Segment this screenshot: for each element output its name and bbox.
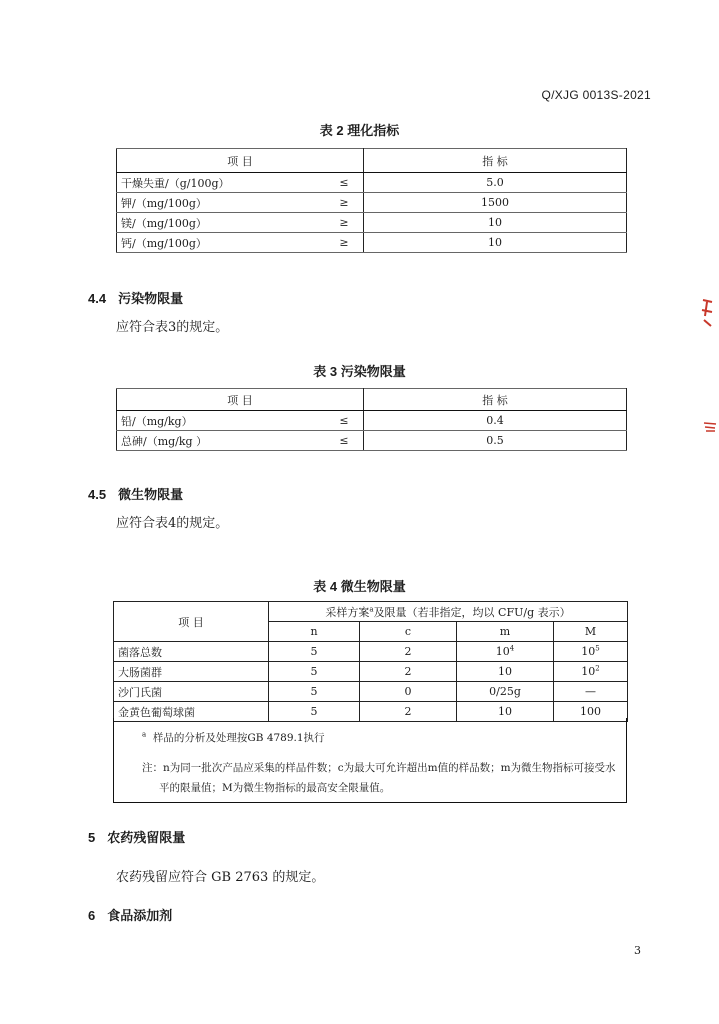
- table-row: [117, 213, 627, 233]
- table3-caption: 表 3 污染物限量: [313, 364, 406, 379]
- section-number: 5: [88, 830, 96, 845]
- row-c: 2: [360, 702, 457, 722]
- row-name: 铅/（mg/kg）: [117, 411, 326, 431]
- row-symbol: ≥: [325, 233, 364, 253]
- row-value: 5.0: [364, 173, 627, 193]
- row-name: 总砷/（mg/kg ）: [117, 431, 326, 451]
- table3: [116, 388, 627, 451]
- section-4-4-heading: [88, 288, 183, 307]
- row-symbol: ≤: [325, 431, 364, 451]
- row-c: 0: [360, 682, 457, 702]
- row-value: 0.4: [364, 411, 627, 431]
- table4-header-plan: [269, 602, 628, 622]
- row-name: 钾/（mg/100g）: [117, 193, 326, 213]
- table-row: [114, 642, 628, 662]
- table4-header-item: 项 目: [114, 602, 269, 642]
- table4-caption: 表 4 微生物限量: [313, 579, 406, 594]
- seal-fragment: [700, 296, 714, 330]
- section-4-4-body: 应符合表3的规定。: [116, 320, 229, 335]
- plan-footnote-mark: a: [369, 604, 374, 613]
- col-m: m: [457, 622, 554, 642]
- row-symbol: ≤: [325, 173, 364, 193]
- col-n: n: [269, 622, 360, 642]
- section-6-heading: [88, 905, 172, 924]
- row-c: 2: [360, 642, 457, 662]
- section-number: 4.5: [88, 487, 107, 502]
- row-value: 10: [364, 213, 627, 233]
- plan-label-rest: 及限量（若非指定，均以 CFU/g 表示）: [373, 605, 571, 619]
- section-4-5-body: 应符合表4的规定。: [116, 516, 229, 531]
- row-n: 5: [269, 682, 360, 702]
- section-title: 食品添加剂: [107, 908, 173, 923]
- row-M: 100: [554, 702, 628, 722]
- row-name: 金黄色葡萄球菌: [114, 702, 269, 722]
- table3-header-item: 项 目: [117, 389, 364, 411]
- row-m: 10: [457, 662, 554, 682]
- section-title: 农药残留限量: [107, 830, 186, 845]
- row-value: 0.5: [364, 431, 627, 451]
- row-M: $10^5$: [554, 642, 628, 662]
- section-title: 污染物限量: [118, 291, 184, 306]
- table3-header-value: 指 标: [364, 389, 627, 411]
- table-row: [117, 411, 627, 431]
- table4-notes-box: [113, 718, 627, 803]
- section-title: 微生物限量: [118, 487, 184, 502]
- row-symbol: ≥: [325, 193, 364, 213]
- row-n: 5: [269, 702, 360, 722]
- row-name: 镁/（mg/100g）: [117, 213, 326, 233]
- row-symbol: ≤: [325, 411, 364, 431]
- row-m: $10^4$: [457, 642, 554, 662]
- row-value: 10: [364, 233, 627, 253]
- row-value: 1500: [364, 193, 627, 213]
- seal-fragment: [703, 420, 717, 432]
- row-symbol: ≥: [325, 213, 364, 233]
- table4: [113, 601, 628, 722]
- section-number: 6: [88, 908, 96, 923]
- page-number: 3: [634, 944, 641, 957]
- row-name: 菌落总数: [114, 642, 269, 662]
- table-row: [117, 233, 627, 253]
- row-M: $10^2$: [554, 662, 628, 682]
- table-row: [114, 662, 628, 682]
- section-5-heading: [88, 827, 185, 846]
- row-name: 钙/（mg/100g）: [117, 233, 326, 253]
- table-row: [117, 431, 627, 451]
- table2-caption: 表 2 理化指标: [319, 123, 400, 138]
- table2: [116, 148, 627, 253]
- section-4-5-heading: [88, 484, 183, 503]
- section-5-body: 农药残留应符合 GB 2763 的规定。: [116, 870, 325, 885]
- table2-header-value: 指 标: [364, 149, 627, 173]
- row-c: 2: [360, 662, 457, 682]
- row-m: 0/25g: [457, 682, 554, 702]
- table2-header-item: 项 目: [117, 149, 364, 173]
- table-row: [117, 193, 627, 213]
- plan-label: 采样方案: [325, 605, 370, 619]
- row-name: 大肠菌群: [114, 662, 269, 682]
- table-row: [114, 682, 628, 702]
- row-M: —: [554, 682, 628, 702]
- table4-footnote: $^a$ 样品的分析及处理按GB 4789.1执行: [142, 730, 325, 744]
- document-code: Q/XJG 0013S-2021: [541, 88, 651, 102]
- row-m: 10: [457, 702, 554, 722]
- col-M: M: [554, 622, 628, 642]
- table4-note-line1: 注：n为同一批次产品应采集的样品件数；c为最大可允许超出m值的样品数；m为微生物指标可接受水: [142, 762, 616, 774]
- row-name: 沙门氏菌: [114, 682, 269, 702]
- row-n: 5: [269, 662, 360, 682]
- table4-note-line2: 平的限量值；M为微生物指标的最高安全限量值。: [159, 782, 391, 794]
- table-row: [117, 173, 627, 193]
- col-c: c: [360, 622, 457, 642]
- row-name: 干燥失重/（g/100g）: [117, 173, 326, 193]
- section-number: 4.4: [88, 291, 107, 306]
- row-n: 5: [269, 642, 360, 662]
